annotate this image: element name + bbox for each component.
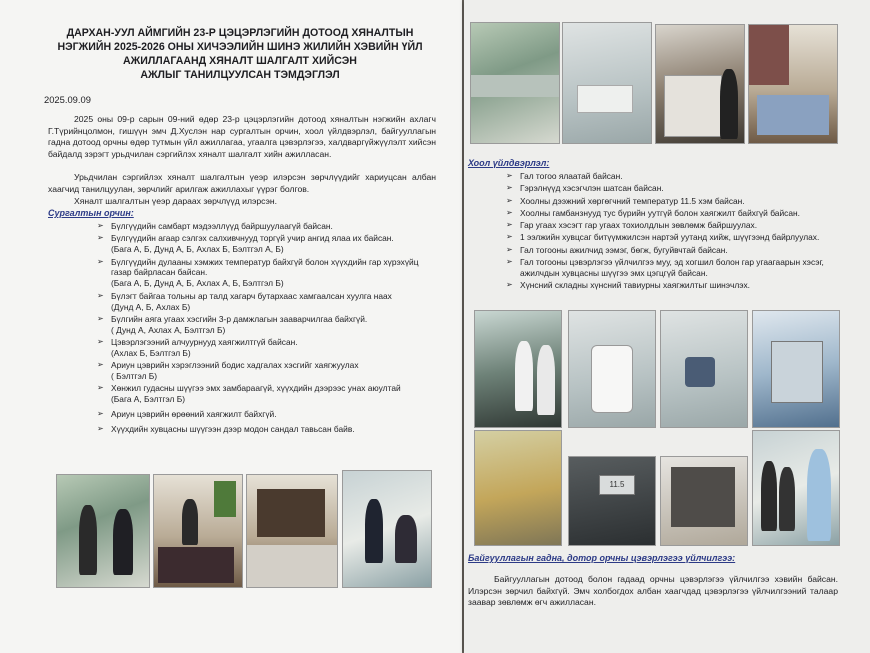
arrow-bullet-icon: ➢ (506, 257, 513, 267)
intro-paragraph: Хяналт шалгалтын үеэр дараах зөрчлүүд илэрсэн. (74, 196, 278, 206)
report-title (40, 26, 440, 82)
section-title-food: Хоол үйлдвэрлэл: (468, 158, 550, 168)
list-item: ➢ Бүлгүүдийн агаар сэлгэх салхивчнууд торгүй учир ангид ялаа их байсан. (Бага А, Б, Дунд А, Б, Ахлах Б, Бэлтгэл А, Б) (97, 233, 394, 255)
photo-hall (470, 22, 560, 144)
arrow-bullet-icon: ➢ (97, 383, 104, 393)
photo-teachers (342, 470, 432, 588)
report-date: 2025.09.09 (44, 94, 91, 105)
section-title-building: Байгууллагын гадна, дотор орчны цэвэрлэгээ үйлчилгээ: (468, 553, 736, 563)
title-line: ДАРХАН-УУЛ АЙМГИЙН 23-Р ЦЭЦЭРЛЭГИЙН ДОТООД ХЯНАЛТЫН (66, 27, 414, 39)
arrow-bullet-icon: ➢ (97, 313, 104, 323)
list-item: ➢ Гар угаах хэсэгт гар угаах тохиолдлын зөвлөмж байршуулах. (506, 220, 758, 231)
arrow-bullet-icon: ➢ (506, 171, 513, 180)
arrow-bullet-icon: ➢ (97, 424, 104, 434)
arrow-bullet-icon: ➢ (97, 256, 104, 266)
photo-cabinet-glass (752, 310, 840, 428)
section-title-learning: Сургалтын орчин: (48, 208, 134, 218)
list-item: ➢ Гэрэлнүүд хэсэгчлэн шатсан байсан. (506, 183, 664, 194)
list-item: ➢ Хүнсний складны хүнсний тавиурны хаягжилтыг шинэчлэх. (506, 280, 750, 291)
arrow-bullet-icon: ➢ (506, 280, 513, 290)
food-violation-list (506, 171, 842, 293)
thermometer-display: 11.5 (599, 475, 635, 495)
photo-bed-area (748, 24, 838, 144)
arrow-bullet-icon: ➢ (97, 337, 104, 347)
photo-bedroom (153, 474, 243, 588)
intro-paragraph: Урьдчилан сэргийлэх хяналт шалгалтын үеэр илэрсэн зөрчлүүдийг хариуцсан албан хаагчид танилцуулан, зөрчлийг арилгаж ажиллахыг үүрэг болгов. (48, 172, 436, 194)
arrow-bullet-icon: ➢ (506, 244, 513, 254)
list-item: ➢ Гал тогоо ялаатай байсан. (506, 171, 623, 181)
report-page-right (464, 0, 870, 653)
list-item: ➢ Ариун цэврийн хэрэглээний бодис хадгалах хэсгийг хаягжуулах ( Бэлтгэл Б) (97, 360, 359, 382)
photo-sink (562, 22, 652, 144)
arrow-bullet-icon: ➢ (97, 409, 104, 419)
list-item: ➢ Бүлгийн аяга угаах хэсгийн 3-р дамжлагын зааварчилгаа байхгүй. ( Дунд А, Ахлах А, Бэлтгэл Б) (97, 313, 368, 335)
arrow-bullet-icon: ➢ (506, 183, 513, 193)
arrow-bullet-icon: ➢ (97, 360, 104, 370)
list-item: ➢ Бүлгүүдийн дулааны хэмжих температур байхгүй болон хүүхдийн гар хүрэхүйц газар байрласан байсан. (Бага А, Б, Дунд А, Б, Ахлах А, Б, Бэлтгэл Б) (97, 256, 419, 289)
list-item: ➢ Бүлэгт байгаа тольны ар талд хагарч бутархаас хамгаалсан хуулга наах (Дунд А, Б, Ахлах Б) (97, 290, 392, 312)
list-item: ➢ Хөнжил гудасны шүүгээ эмх замбараагүй, хүүхдийн дээрээс унах аюултай (Бага А, Бэлтгэл Б) (97, 383, 401, 405)
arrow-bullet-icon: ➢ (506, 195, 513, 205)
arrow-bullet-icon: ➢ (97, 290, 104, 300)
list-item: ➢ Гал тогооны цэвэрлэгээ үйлчилгээ муу, эд хогшил болон гар угаагаарын хэсэг, ажилчдын хувцасны шүүгээ эмх цэгцгүй байсан. (506, 257, 824, 278)
photo-thermometer (568, 456, 656, 546)
title-line: НЭГЖИЙН 2025-2026 ОНЫ ХИЧЭЭЛИЙН ШИНЭ ЖИЛИЙН ХЭВИЙН ҮЙЛ (57, 41, 423, 53)
photo-bin (660, 310, 748, 428)
arrow-bullet-icon: ➢ (506, 207, 513, 217)
learning-violation-list (97, 221, 437, 436)
title-line: АЖИЛЛАГААНД ХЯНАЛТ ШАЛГАЛТ ХИЙСЭН (123, 55, 357, 67)
photo-cabinet (246, 474, 338, 588)
list-item: ➢ Цэвэрлэгээний алчуурнууд хаягжилтгүй байсан. (Ахлах Б, Бэлтгэл Б) (97, 337, 298, 358)
photo-staff-meeting (752, 430, 840, 546)
intro-paragraph: 2025 оны 09-р сарын 09-ний өдөр 23-р цэцэрлэгийн дотоод хяналтын нэгжийн ахлагч Г.Түрийнцолмон, гишүүн эмч Д.Хуслэн нар сургалтын орчин, хоол үйлдвэрлэл, байгууллагын гадна дотоод орчны өдөр тутмын үйл ажиллагаа, угаалга цэвэрлэгээ, халдваргүйжүүлэлт хийсэн байдалд зэрэгт урьдчилан сэргийлэх хяналт шалгалт хийн ажилласан. (48, 114, 436, 159)
photo-container (568, 310, 656, 428)
arrow-bullet-icon: ➢ (506, 220, 513, 230)
arrow-bullet-icon: ➢ (506, 232, 513, 242)
list-item: ➢ Хүүхдийн хувцасны шүүгээн дээр модон сандал тавьсан байв. (97, 424, 355, 435)
title-line: АЖЛЫГ ТАНИЛЦУУЛСАН ТЭМДЭГЛЭЛ (140, 69, 340, 81)
photo-kitchen-staff (474, 310, 562, 428)
photo-kitchen-shelves (655, 24, 745, 144)
arrow-bullet-icon: ➢ (97, 233, 104, 243)
arrow-bullet-icon: ➢ (97, 221, 104, 230)
list-item: ➢ Ариун цэврийн өрөөний хаягжилт байхгүй. (97, 409, 277, 420)
photo-group-room (56, 474, 150, 588)
list-item: ➢ Гал тогооны ажилчид ээмэг, бөгж, бугуйвчтай байсан. (506, 244, 728, 255)
list-item: ➢ Бүлгүүдийн самбарт мэдээллүүд байршуулаагүй байсан. (97, 221, 333, 231)
photo-towel (474, 430, 562, 546)
building-paragraph: Байгууллагын дотоод болон гадаад орчны цэвэрлэгээ үйлчилгээ хэвийн байсан. Илэрсэн зөрчил байхгүй. Эмч холбогдох албан хаагчдад цэвэрлэгээ үйлчилгээний талаар заавар зөвлөмж өгч ажилласан. (468, 574, 838, 608)
list-item: ➢ 1 ээлжийн хувцсаг битүүмжилсэн нартэй уутанд хийж, шүүгээнд байрлуулах. (506, 232, 820, 243)
list-item: ➢ Хоолны гамбанзнууд тус бүрийн уутгүй болон хаягжилт байхгүй байсан. (506, 207, 800, 218)
photo-storage (660, 456, 748, 546)
list-item: ➢ Хоолны дээжний хөргөгчний температур 11.5 хэм байсан. (506, 195, 745, 206)
